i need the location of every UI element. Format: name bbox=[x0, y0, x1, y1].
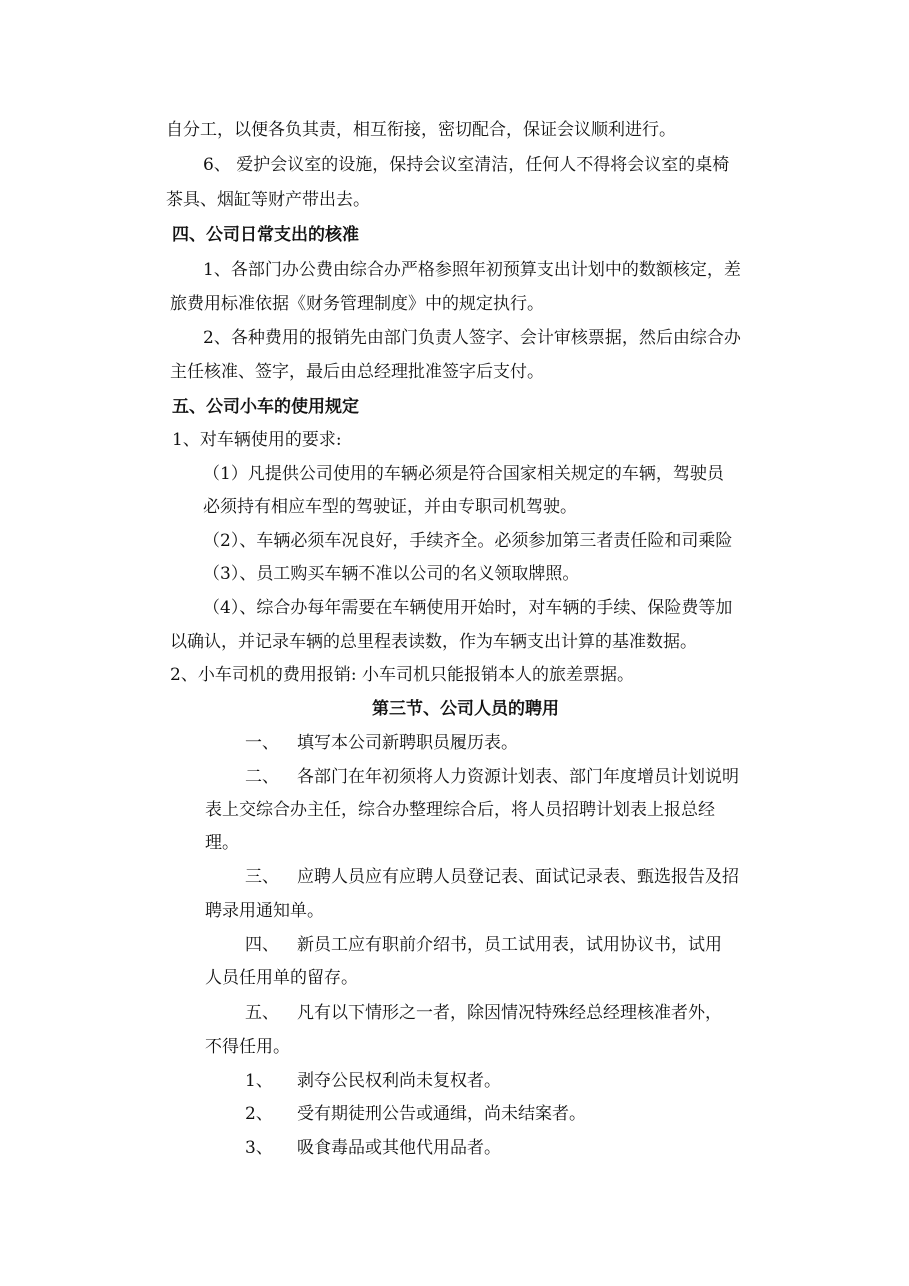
paragraph-line: 旅费用标准依据《财务管理制度》中的规定执行。 bbox=[170, 294, 544, 314]
paragraph-line: （4）、综合办每年需要在车辆使用开始时，对车辆的手续、保险费等加 bbox=[203, 598, 733, 618]
paragraph-line: 自分工，以便各负其责，相互衔接，密切配合，保证会议顺利进行。 bbox=[166, 120, 676, 140]
paragraph-line: （3）、员工购买车辆不准以公司的名义领取牌照。 bbox=[203, 564, 580, 584]
section-heading: 五、公司小车的使用规定 bbox=[172, 397, 359, 417]
paragraph-line: 理。 bbox=[205, 833, 239, 853]
sub-list-item-number: 2、 bbox=[245, 1104, 273, 1124]
paragraph-line: 表上交综合办主任，综合办整理综合后，将人员招聘计划表上报总经 bbox=[205, 800, 715, 820]
sub-list-item-number: 1、 bbox=[245, 1071, 273, 1091]
sub-list-item-number: 3、 bbox=[245, 1138, 273, 1158]
paragraph-line: 2、小车司机的费用报销: 小车司机只能报销本人的旅差票据。 bbox=[170, 665, 634, 685]
list-item bbox=[245, 933, 722, 957]
paragraph-line: 2、各种费用的报销先由部门负责人签字、会计审核票据，然后由综合办 bbox=[203, 328, 741, 348]
paragraph-line: 1、各部门办公费由综合办严格参照年初预算支出计划中的数额核定，差 bbox=[203, 260, 741, 280]
paragraph-line: 必须持有相应车型的驾驶证，并由专职司机驾驶。 bbox=[203, 497, 577, 517]
list-item bbox=[245, 765, 739, 789]
sub-list-item-text: 受有期徒刑公告或通缉，尚未结案者。 bbox=[297, 1104, 586, 1124]
list-item-number: 五、 bbox=[245, 1003, 279, 1023]
paragraph-line: （1）凡提供公司使用的车辆必须是符合国家相关规定的车辆，驾驶员 bbox=[203, 464, 724, 484]
sub-list-item bbox=[245, 1102, 586, 1126]
paragraph-line: 茶具、烟缸等财产带出去。 bbox=[166, 190, 370, 210]
paragraph-line: 人员任用单的留存。 bbox=[205, 968, 358, 988]
paragraph-line: 1、对车辆使用的要求: bbox=[172, 430, 342, 450]
chapter-heading: 第三节、公司人员的聘用 bbox=[372, 699, 559, 719]
paragraph-line: 以确认，并记录车辆的总里程表读数，作为车辆支出计算的基准数据。 bbox=[170, 632, 697, 652]
list-item-number: 四、 bbox=[245, 935, 279, 955]
section-heading: 四、公司日常支出的核准 bbox=[172, 225, 359, 245]
list-item bbox=[245, 731, 518, 755]
paragraph-line: 聘录用通知单。 bbox=[205, 901, 324, 921]
paragraph-line: 不得任用。 bbox=[205, 1037, 290, 1057]
sub-list-item-text: 吸食毒品或其他代用品者。 bbox=[297, 1138, 501, 1158]
list-item-number: 一、 bbox=[245, 733, 279, 753]
list-item bbox=[245, 865, 739, 889]
paragraph-line: 6、 爱护会议室的设施，保持会议室清洁，任何人不得将会议室的桌椅 bbox=[203, 155, 730, 175]
paragraph-line: （2）、车辆必须车况良好，手续齐全。必须参加第三者责任险和司乘险 bbox=[203, 531, 733, 551]
list-item-text: 填写本公司新聘职员履历表。 bbox=[297, 733, 518, 753]
paragraph-line: 主任核准、签字，最后由总经理批准签字后支付。 bbox=[170, 362, 544, 382]
sub-list-item-text: 剥夺公民权利尚未复权者。 bbox=[297, 1071, 501, 1091]
list-item-text: 各部门在年初须将人力资源计划表、部门年度增员计划说明 bbox=[297, 767, 739, 787]
list-item-text: 新员工应有职前介绍书，员工试用表，试用协议书，试用 bbox=[297, 935, 722, 955]
list-item-text: 凡有以下情形之一者，除因情况特殊经总经理核准者外， bbox=[297, 1003, 722, 1023]
list-item-number: 三、 bbox=[245, 867, 279, 887]
list-item-number: 二、 bbox=[245, 767, 279, 787]
list-item-text: 应聘人员应有应聘人员登记表、面试记录表、甄选报告及招 bbox=[297, 867, 739, 887]
sub-list-item bbox=[245, 1136, 501, 1160]
sub-list-item bbox=[245, 1069, 501, 1093]
list-item bbox=[245, 1001, 722, 1025]
